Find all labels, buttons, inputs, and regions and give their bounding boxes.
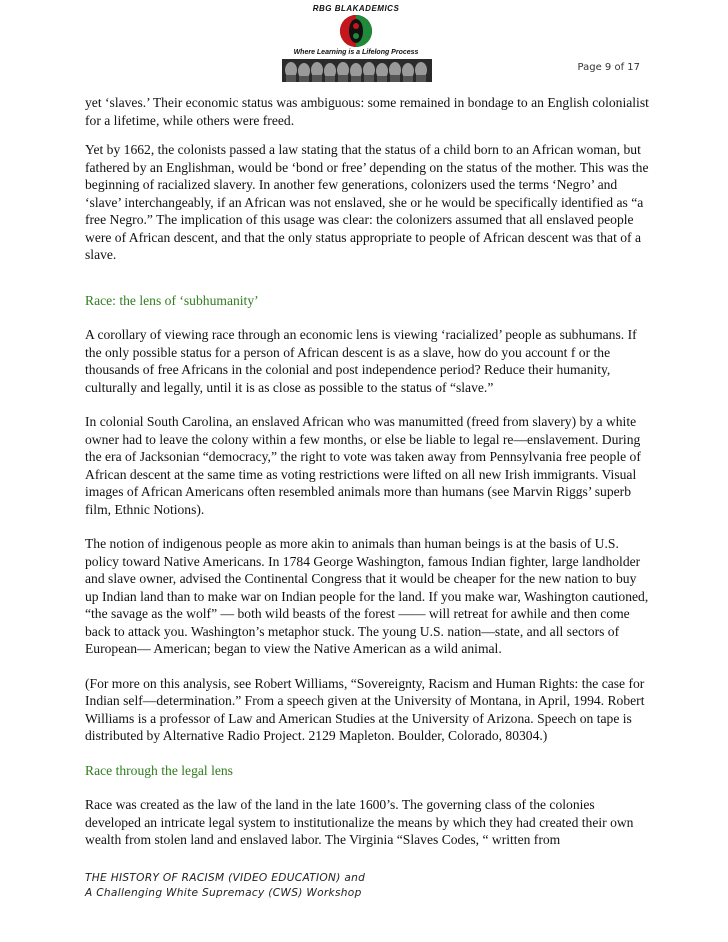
page-footer [85, 871, 585, 901]
logo-tagline: Where Learning is a Lifelong Process [293, 49, 419, 56]
paragraph: (For more on this analysis, see Robert Williams, “Sovereignty, Racism and Human Rights: the case for Indian self—determination.” From a speech given at the University of Montana, in April, 1994. Robert Williams is a professor of Law and American Studies at the University of Arizona. Speech on tape is distributed by Alternative Radio Project. 2129 Mapleton. Boulder, Colorado, 80304.) [85, 675, 645, 743]
page-number: Page 9 of 17 [577, 62, 640, 73]
section-heading: Race through the legal lens [85, 762, 233, 778]
section-heading: Race: the lens of ‘subhumanity’ [85, 292, 259, 308]
footer-line: THE HISTORY OF RACISM (VIDEO EDUCATION) and [85, 872, 366, 884]
paragraph: A corollary of viewing race through an economic lens is viewing ‘racialized’ people as subhumans. If the only possible status for a person of African descent is as a slave, how do you account f or the thousands of free Africans in the colonial and post independence period? Reduce their humanity, culturally and legally, until it is as close as possible to the status of “slave.” [85, 327, 637, 395]
paragraph: Race was created as the law of the land in the late 1600’s. The governing class of the colonies developed an intricate legal system to institutionalize the means by which they had created their own wealth from stolen land and enslaved labor. The Virginia “Slaves Codes, “ written from [85, 797, 634, 847]
paragraph: Yet by 1662, the colonists passed a law stating that the status of a child born to an African woman, but fathered by an Englishman, would be ‘bond or free’ depending on the status of the mother. This was the beginning of racialized slavery. In another few generations, colonizers used the terms ‘Negro’ and ‘slave’ interchangeably, if an African was not enslaved, she or he would be specifically identified as “a free Negro.” The implication of this usage was clear: the colonizers assumed that all enslaved people were of African descent, and that the only status appropriate to people of African descent was that of a slave. [85, 142, 649, 262]
paragraph: yet ‘slaves.’ Their economic status was ambiguous: some remained in bondage to an English colonialist for a lifetime, while others were freed. [85, 95, 649, 128]
body-text [85, 94, 650, 866]
header-logo [272, 4, 440, 82]
paragraph: In colonial South Carolina, an enslaved African who was manumitted (freed from slavery) by a white owner had to leave the colony within a few months, or else be liable to legal re—enslavement. During the era of Jacksonian “democracy,” the right to vote was taken away from Pennsylvania free people of African descent at the same time as voting restrictions were lifted on all new Irish immigrants. Visual images of African Americans often resembled animals more than humans (see Marvin Riggs’ superb film, Ethnic Notions). [85, 414, 641, 517]
paragraph: The notion of indigenous people as more akin to animals than human beings is at the basis of U.S. policy toward Native Americans. In 1784 George Washington, famous Indian fighter, large landholder and slave owner, advised the Continental Congress that it would be cheaper for the new nation to buy up Indian land than to make war on Indian people for the land. If you make war, Washington cautioned, “the savage as the wolf” — both wild beasts of the forest —— will retreat for awhile and then come back to attack you. Washington’s metaphor stuck. The young U.S. nation—state, and all sectors of European— American; began to view the Native American as a wild animal. [85, 536, 649, 656]
footer-line: A Challenging White Supremacy (CWS) Workshop [85, 887, 362, 899]
logo-title: RBG BLAKADEMICS [312, 4, 400, 13]
logo-emblem-icon [338, 14, 374, 48]
portrait-strip-image [282, 59, 432, 82]
